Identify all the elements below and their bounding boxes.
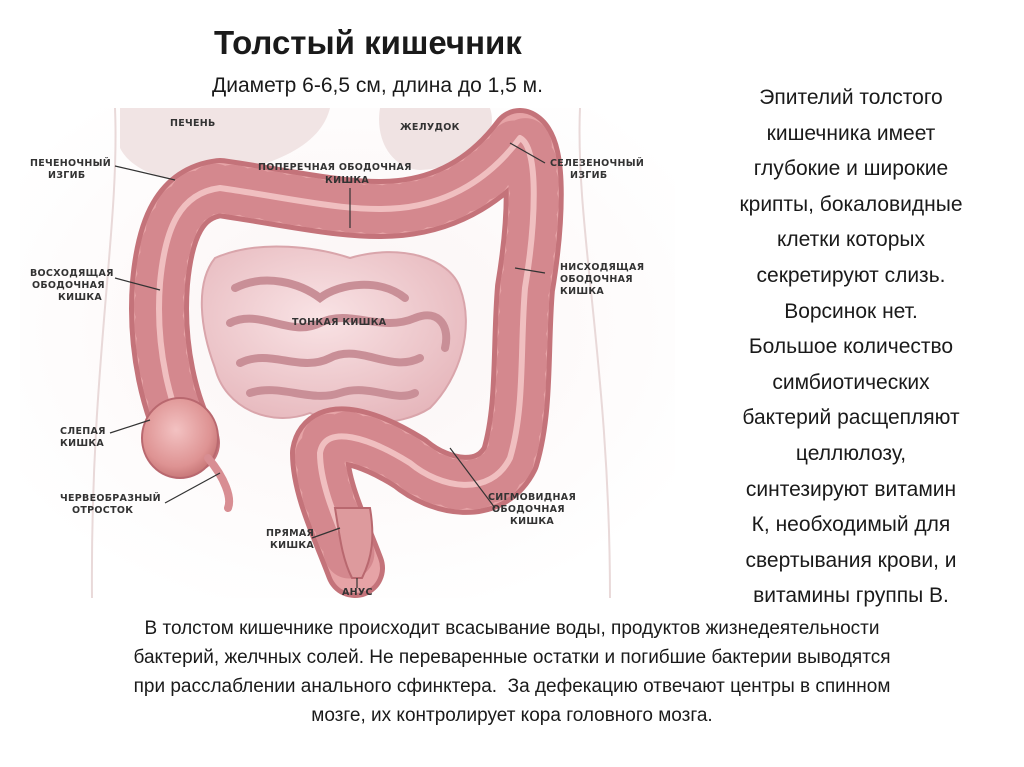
side-text-line: клетки которых	[776, 228, 925, 252]
bottom-text-line: мозге, их контролирует кора головного мозга.	[311, 705, 713, 726]
side-text-line: витамины группы В.	[753, 584, 949, 608]
bottom-text-line: В толстом кишечнике происходит всасывание воды, продуктов жизнедеятельности	[144, 618, 880, 639]
label-sigmoid-1: СИГМОВИДНАЯ	[488, 492, 577, 503]
label-ascending-2: ОБОДОЧНАЯ	[32, 280, 105, 291]
side-text-line: свертывания крови, и	[745, 548, 957, 572]
label-splenic-flexure-2: ИЗГИБ	[570, 170, 608, 181]
side-text-line: кишечника имеет	[766, 121, 936, 145]
label-cecum-2: КИШКА	[60, 438, 105, 449]
bottom-description	[0, 614, 1024, 730]
label-hepatic-flexure-1: ПЕЧЕНОЧНЫЙ	[30, 158, 112, 169]
side-text-line: Большое количество	[748, 335, 954, 359]
slide-title: Толстый кишечник	[214, 24, 522, 61]
label-ascending-3: КИШКА	[58, 292, 103, 303]
side-text-line: синтезируют витамин	[745, 477, 957, 501]
label-descending-3: КИШКА	[560, 286, 605, 297]
label-splenic-flexure-1: СЕЛЕЗЕНОЧНЫЙ	[550, 158, 645, 169]
side-text-line: К, необходимый для	[751, 513, 951, 537]
label-anus: АНУС	[342, 587, 373, 598]
label-sigmoid-3: КИШКА	[510, 516, 555, 527]
label-stomach: ЖЕЛУДОК	[400, 122, 460, 133]
label-appendix-1: ЧЕРВЕОБРАЗНЫЙ	[60, 493, 161, 504]
label-liver: ПЕЧЕНЬ	[170, 118, 216, 129]
large-intestine-illustration	[20, 108, 675, 598]
label-transverse-1: ПОПЕРЕЧНАЯ ОБОДОЧНАЯ	[258, 162, 412, 173]
label-descending-1: НИСХОДЯЩАЯ	[560, 262, 645, 273]
label-rectum-2: КИШКА	[270, 540, 315, 551]
side-text-line: глубокие и широкие	[753, 157, 949, 181]
label-transverse-2: КИШКА	[325, 175, 370, 186]
bottom-text-line: бактерий, желчных солей. Не переваренные остатки и погибшие бактерии выводятся	[133, 647, 891, 668]
small-intestine	[202, 246, 466, 423]
label-rectum-1: ПРЯМАЯ	[266, 528, 315, 539]
label-appendix-2: ОТРОСТОК	[72, 505, 134, 516]
side-text-line: бактерий расщепляют	[742, 406, 960, 430]
label-small-intestine: ТОНКАЯ КИШКА	[292, 317, 387, 328]
side-text-line: симбиотических	[772, 370, 930, 394]
side-text-line: целлюлозу,	[795, 441, 907, 465]
side-description	[696, 80, 1006, 614]
label-descending-2: ОБОДОЧНАЯ	[560, 274, 633, 285]
slide-subtitle: Диаметр 6-6,5 см, длина до 1,5 м.	[212, 74, 543, 97]
label-ascending-1: ВОСХОДЯЩАЯ	[30, 268, 114, 279]
label-sigmoid-2: ОБОДОЧНАЯ	[492, 504, 565, 515]
bottom-text-line: при расслаблении анального сфинктера. За дефекацию отвечают центры в спинном	[133, 676, 891, 697]
label-hepatic-flexure-2: ИЗГИБ	[48, 170, 86, 181]
side-text-line: Ворсинок нет.	[784, 299, 918, 323]
side-text-line: секретируют слизь.	[756, 263, 946, 287]
side-text-line: крипты, бокаловидные	[739, 192, 963, 216]
cecum-shape	[142, 398, 218, 478]
label-cecum-1: СЛЕПАЯ	[60, 426, 106, 437]
side-text-line: Эпителий толстого	[759, 86, 943, 109]
